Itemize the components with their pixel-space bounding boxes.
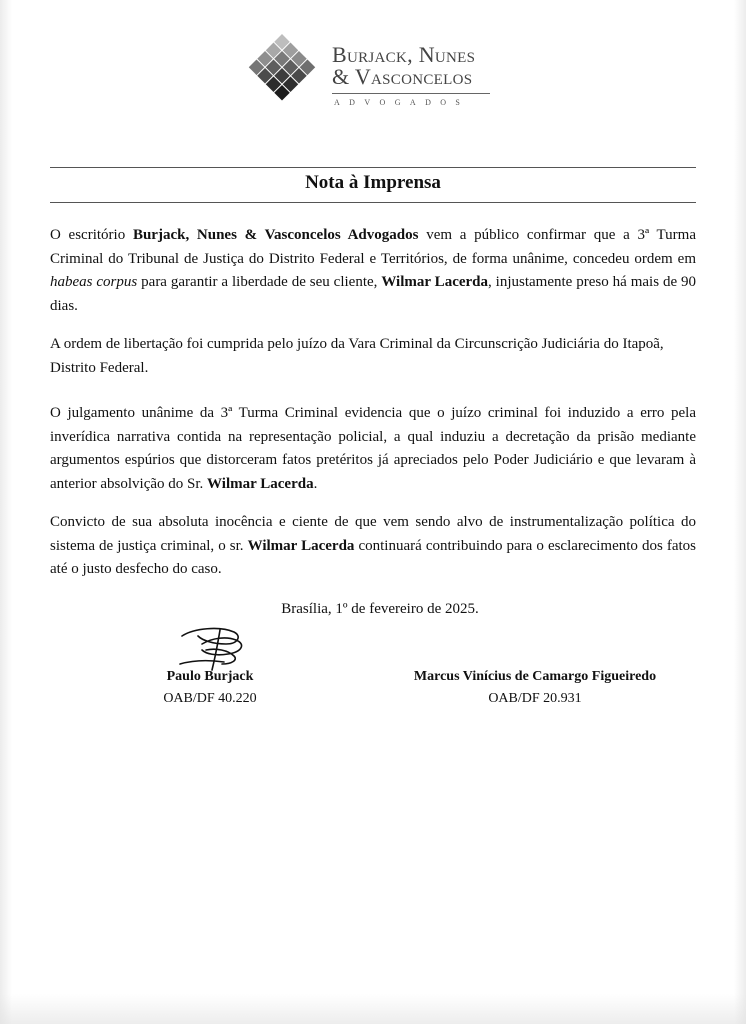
- firm-logo-icon: [244, 30, 320, 106]
- paragraph-text-segment: Wilmar Lacerda: [247, 537, 355, 554]
- signatory-1-name: Paulo Burjack: [166, 669, 254, 684]
- paragraph-4: [50, 511, 696, 582]
- letterhead-divider: [332, 93, 490, 94]
- paragraph-text-segment: Burjack, Nunes & Vasconcelos Advogados: [132, 227, 419, 243]
- letterhead: [244, 28, 504, 118]
- paragraph-text-segment: continuará contribuindo para o esclarecimento dos fatos até o justo desfecho do caso.: [50, 537, 696, 577]
- place-and-date: Brasília, 1º de fevereiro de 2025.: [281, 601, 479, 617]
- paragraph-text-segment: , injustamente preso há mais de 90 dias.: [50, 274, 697, 314]
- paragraph-text-segment: .: [313, 475, 318, 492]
- title-top-rule: [50, 167, 696, 168]
- paragraph-text-segment: Convicto de sua absoluta inocência e ciente de que vem sendo alvo de instrumentalização política do sistema de justiça criminal, o sr.: [50, 514, 696, 554]
- page-bottom-shade: [0, 994, 746, 1024]
- firm-name-line1: Burjack, Nunes: [332, 42, 476, 67]
- signatory-2-oab: OAB/DF 20.931: [488, 691, 582, 706]
- paragraph-text-segment: O escritório: [50, 227, 133, 243]
- firm-name-line2: & Vasconcelos: [332, 64, 473, 89]
- paragraph-1: [50, 224, 696, 318]
- paragraph-text-segment: vem a público confirmar que a 3ª Turma Criminal do Tribunal de Justiça do Distrito Federal e Territórios, de forma unânime, concedeu ordem em: [50, 227, 697, 267]
- signatory-1-oab: OAB/DF 40.220: [163, 691, 257, 706]
- document-title: Nota à Imprensa: [305, 172, 441, 193]
- paragraph-text-segment: O julgamento unânime da 3ª Turma Criminal evidencia que o juízo criminal foi induzido a erro pela inverídica narrativa contida na representação policial, a qual induziu a decretação da prisão mediante argumentos espúrios que distorceram fatos pretéritos já apreciados pelo Poder Judiciário e que levaram à anterior absolvição do Sr.: [50, 405, 696, 492]
- signatory-2-name: Marcus Vinícius de Camargo Figueiredo: [413, 669, 657, 684]
- paragraph-text-segment: Wilmar Lacerda: [207, 475, 314, 492]
- title-bottom-rule: [50, 202, 696, 203]
- handwritten-signature-icon: [172, 620, 258, 676]
- paragraph-3: [50, 402, 696, 496]
- paragraph-text-segment: Wilmar Lacerda: [381, 274, 489, 290]
- paragraph-text-segment: habeas corpus: [50, 274, 138, 290]
- paragraph-text-segment: para garantir a liberdade de seu cliente,: [137, 274, 382, 290]
- paragraph-text-segment: A ordem de libertação foi cumprida pelo juízo da Vara Criminal da Circunscrição Judiciária do Itapoã, Distrito Federal.: [50, 336, 664, 376]
- firm-subtitle: ADVOGADOS: [334, 98, 470, 107]
- paragraph-2: [50, 333, 696, 380]
